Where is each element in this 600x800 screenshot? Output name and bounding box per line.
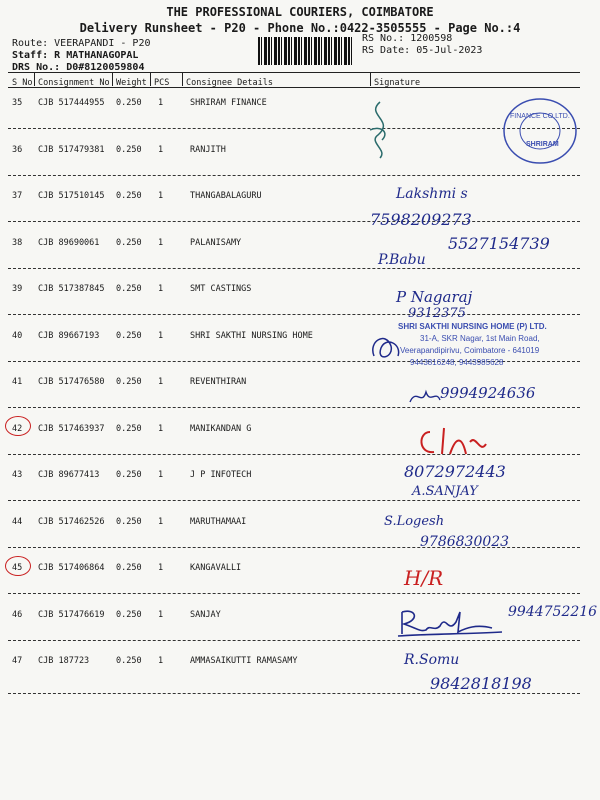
drs-line: DRS No.: D0#8120059804	[12, 62, 145, 73]
handwritten-phone: 9994924636	[440, 384, 536, 402]
table-row: 46 CJB 517476619 0.250 1 SANJAY	[12, 610, 221, 620]
handwritten-phone: 9786830023	[420, 534, 510, 550]
stamp-text: 31-A, SKR Nagar, 1st Main Road,	[420, 334, 540, 343]
signature-scribble	[396, 604, 506, 640]
staff-line: Staff: R MATHANAGOPAL	[12, 50, 139, 61]
handwritten-signature: H/R	[404, 566, 444, 590]
col-pcs: PCS	[154, 78, 170, 88]
table-row: 42 CJB 517463937 0.250 1 MANIKANDAN G	[12, 424, 252, 434]
col-consignment: Consignment No	[38, 78, 110, 88]
header-top-line	[8, 72, 580, 73]
stamp-text: 9443816248, 9443985628	[410, 358, 504, 367]
barcode	[258, 37, 354, 65]
table-row: 41 CJB 517476580 0.250 1 REVENTHIRAN	[12, 377, 247, 387]
stamp-text: Veerapandipirivu, Coimbatore - 641019	[400, 346, 540, 355]
rs-no-line: RS No.: 1200598	[362, 33, 453, 44]
table-row: 38 CJB 89690061 0.250 1 PALANISAMY	[12, 238, 242, 248]
col-weight: Weight	[116, 78, 147, 88]
table-row: 43 CJB 89677413 0.250 1 J P INFOTECH	[12, 470, 252, 480]
handwritten-phone: 5527154739	[448, 234, 550, 253]
handwritten-name: P.Babu	[378, 252, 426, 268]
table-row: 39 CJB 517387845 0.250 1 SMT CASTINGS	[12, 284, 252, 294]
rs-date-line: RS Date: 05-Jul-2023	[362, 45, 483, 56]
stamp-text: SHRIRAM	[526, 141, 559, 148]
handwritten-name: Lakshmi s	[396, 186, 468, 202]
stamp-text: SHRI SAKTHI NURSING HOME (P) LTD.	[398, 322, 547, 331]
table-row: 47 CJB 187723 0.250 1 AMMASAIKUTTI RAMASAMY	[12, 656, 298, 666]
table-row: 35 CJB 517444955 0.250 1 SHRIRAM FINANCE	[12, 98, 267, 108]
table-row: 44 CJB 517462526 0.250 1 MARUTHAMAAI	[12, 517, 247, 527]
signature-scribble	[366, 326, 406, 366]
handwritten-phone: 9312375	[408, 306, 466, 321]
col-signature: Signature	[374, 78, 421, 88]
route-line: Route: VEERAPANDI - P20	[12, 38, 151, 49]
handwritten-phone: 7598209273	[370, 210, 472, 229]
handwritten-phone: 8072972443	[404, 462, 506, 481]
table-row: 45 CJB 517406864 0.250 1 KANGAVALLI	[12, 563, 242, 573]
handwritten-name: R.Somu	[404, 652, 460, 668]
col-sno: S No	[12, 78, 33, 88]
signature-scribble	[408, 384, 442, 410]
runsheet-subtitle: Delivery Runsheet - P20 - Phone No.:0422-3505555 - Page No.:4	[79, 21, 521, 35]
table-row: 40 CJB 89667193 0.250 1 SHRI SAKTHI NURSING HOME	[12, 331, 313, 341]
red-circle-mark	[5, 556, 31, 576]
header-bottom-line	[8, 87, 580, 88]
signature-scribble	[360, 100, 400, 160]
handwritten-phone: 9842818198	[430, 674, 532, 693]
company-title: THE PROFESSIONAL COURIERS, COIMBATORE	[166, 5, 434, 19]
handwritten-name: P Nagaraj	[396, 288, 473, 306]
handwritten-name: A.SANJAY	[412, 484, 478, 499]
handwritten-phone: 9944752216	[508, 604, 598, 620]
red-circle-mark	[5, 416, 31, 436]
table-row: 37 CJB 517510145 0.250 1 THANGABALAGURU	[12, 191, 262, 201]
col-consignee: Consignee Details	[186, 78, 273, 88]
signature-scribble	[416, 424, 496, 460]
stamp-text: FINANCE CO.LTD.	[510, 113, 570, 120]
shriram-stamp	[500, 96, 580, 166]
table-row: 36 CJB 517479381 0.250 1 RANJITH	[12, 145, 226, 155]
handwritten-name: S.Logesh	[384, 514, 445, 529]
